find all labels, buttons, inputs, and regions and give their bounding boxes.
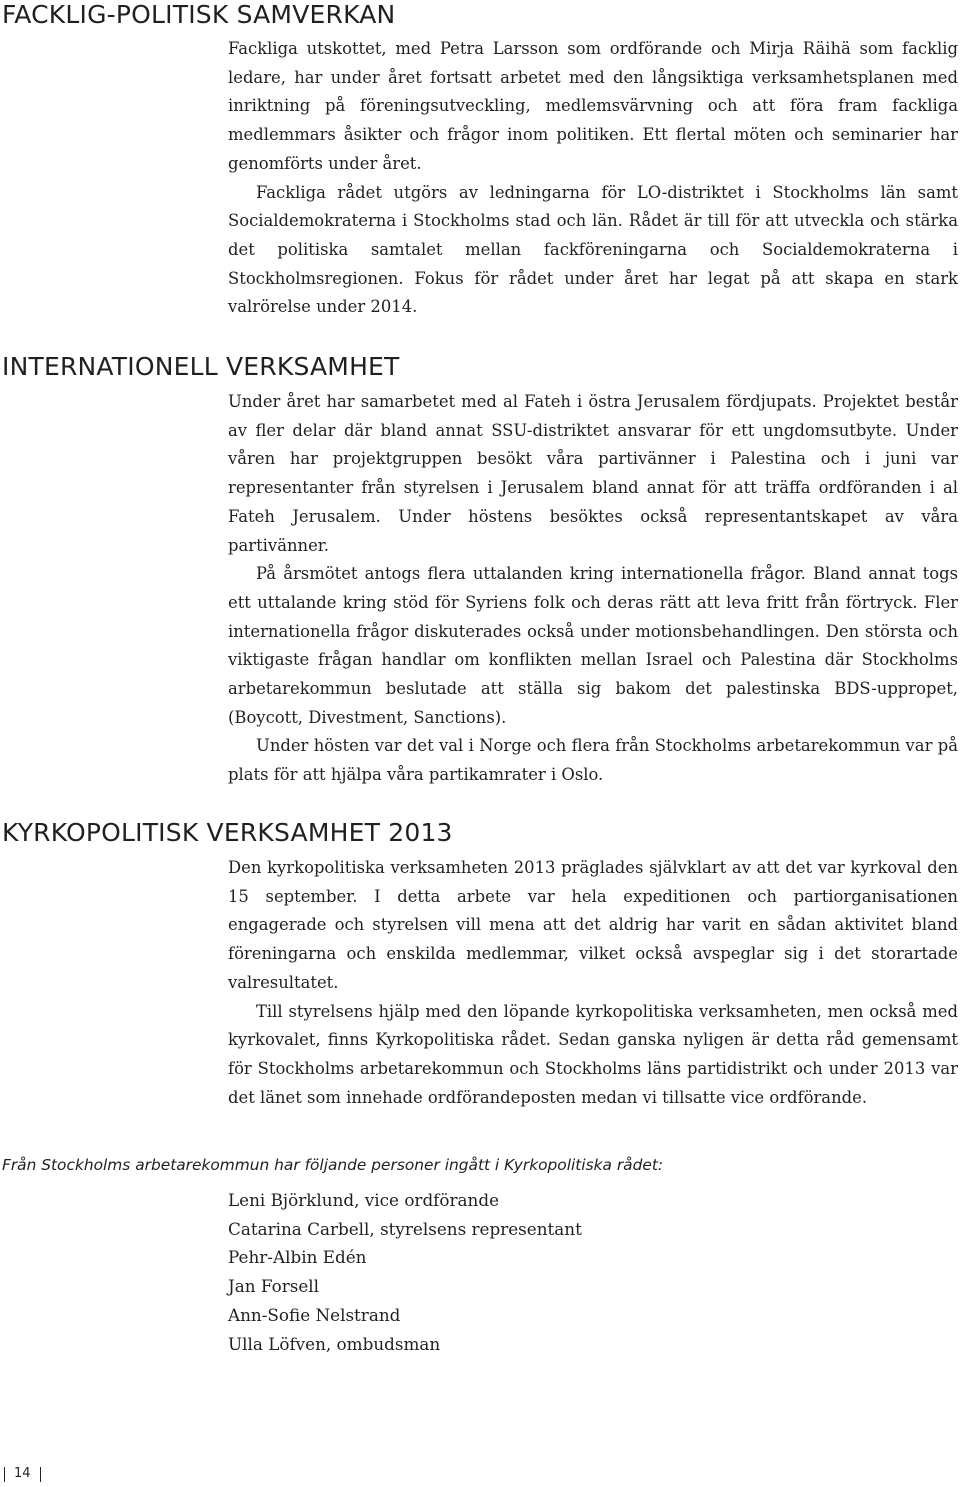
member-item: Jan Forsell	[228, 1276, 320, 1297]
member-item: Pehr-Albin Edén	[228, 1247, 367, 1268]
paragraph: Fackliga utskottet, med Petra Larsson som ordförande och Mirja Räihä som facklig ledare, har under året fortsatt arbetet med den långsiktiga verksamhetsplanen med inriktning på föreningsutveckling, medlemsvärvning och att föra fram fackliga medlemmars åsikter och frågor inom politiken. Ett flertal möten och seminarier har genomförts under året.	[228, 39, 958, 173]
divider	[40, 1467, 41, 1482]
page-footer	[4, 1466, 41, 1482]
member-item: Ann-Sofie Nelstrand	[228, 1304, 401, 1325]
section-body-facklig	[228, 35, 958, 322]
section-body-internationell	[228, 388, 958, 790]
members-list	[228, 1186, 828, 1358]
paragraph: Under hösten var det val i Norge och flera från Stockholms arbetarekommun var på plats för att hjälpa våra partikamrater i Oslo.	[228, 736, 958, 785]
paragraph: Under året har samarbetet med al Fateh i östra Jerusalem fördjupats. Projektet består av fler delar där bland annat SSU-distriktet ansvarar för ett ungdomsutbyte. Under våren har projektgruppen besökt våra partivänner i Palestina och i juni var representanter från styrelsen i Jerusalem bland annat för att träffa ordföranden i al Fateh Jerusalem. Under höstens besöktes också representantskapet av våra partivänner.	[228, 392, 958, 555]
section-heading-internationell: INTERNATIONELL VERKSAMHET	[2, 352, 400, 381]
paragraph: På årsmötet antogs flera uttalanden kring internationella frågor. Bland annat togs ett uttalande kring stöd för Syriens folk och deras rätt att leva fritt från förtryck. Fler internationella frågor diskuterades också under motionsbehandlingen. Den största och viktigaste frågan handlar om konflikten mellan Israel och Palestina där Stockholms arbetarekommun beslutade att ställa sig bakom det palestinska BDS-uppropet, (Boycott, Divestment, Sanctions).	[228, 564, 958, 727]
section-heading-facklig: FACKLIG-POLITISK SAMVERKAN	[2, 0, 396, 29]
section-body-kyrkopolitisk	[228, 854, 958, 1112]
paragraph: Till styrelsens hjälp med den löpande kyrkopolitiska verksamheten, men också med kyrkovalet, finns Kyrkopolitiska rådet. Sedan ganska nyligen är detta råd gemensamt för Stockholms arbetarekommun och Stockholms läns partidistrikt och under 2013 var det länet som innehade ordförandeposten medan vi tillsatte vice ordförande.	[228, 1001, 958, 1107]
paragraph: Den kyrkopolitiska verksamheten 2013 präglades självklart av att det var kyrkoval den 15 september. I detta arbete var hela expeditionen och partiorganisationen engagerade och styrelsen vill mena att det aldrig har varit en sådan aktivitet bland föreningarna och enskilda medlemmar, vilket också avspeglar sig i det storartade valresultatet.	[228, 858, 958, 992]
section-heading-kyrkopolitisk: KYRKOPOLITISK VERKSAMHET 2013	[2, 818, 453, 847]
paragraph: Fackliga rådet utgörs av ledningarna för LO-distriktet i Stockholms län samt Socialdemokraterna i Stockholms stad och län. Rådet är till för att utveckla och stärka det politiska samtalet mellan fackföreningarna och Socialdemokraterna i Stockholmsregionen. Fokus för rådet under året har legat på att skapa en stark valrörelse under 2014.	[228, 182, 958, 317]
member-item: Ulla Löfven, ombudsman	[228, 1333, 441, 1354]
member-item: Leni Björklund, vice ordförande	[228, 1190, 500, 1210]
page-number: 14	[14, 1466, 31, 1481]
members-intro: Från Stockholms arbetarekommun har följande personer ingått i Kyrkopolitiska rådet:	[2, 1156, 664, 1174]
member-item: Catarina Carbell, styrelsens representant	[228, 1218, 582, 1239]
